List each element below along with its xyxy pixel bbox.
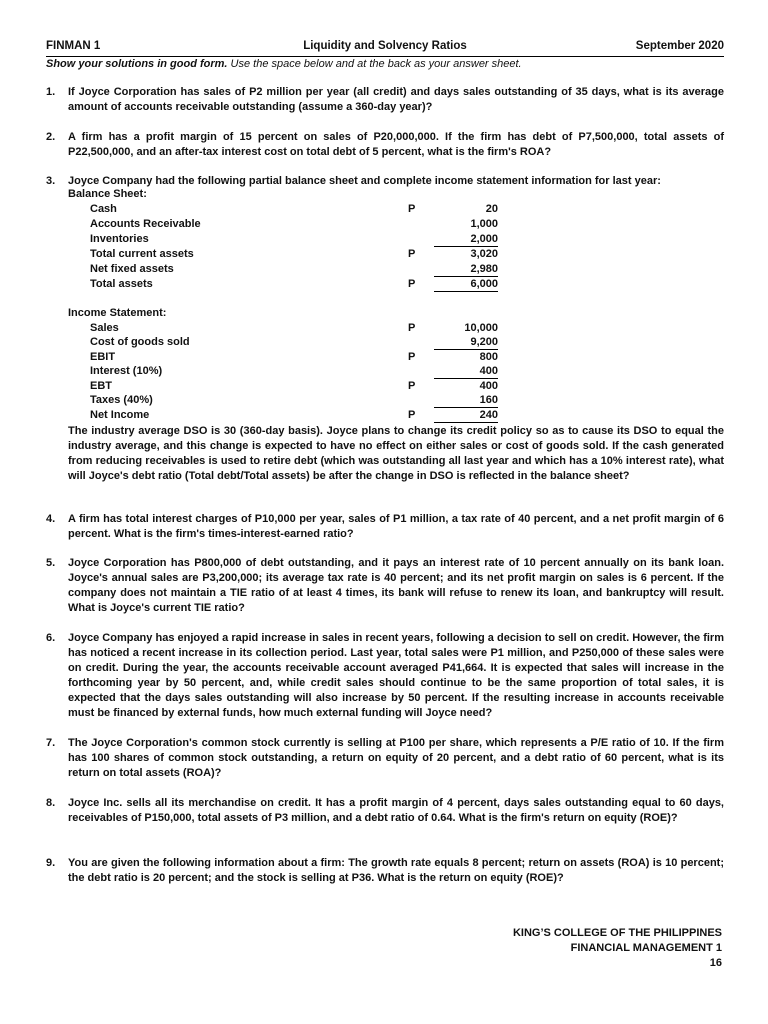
- question-text: If Joyce Corporation has sales of P2 million per year (all credit) and days sales outstanding of 35 days, what is its average amount of accounts receivable outstanding (assume a 360-day year)?: [68, 86, 724, 113]
- table-row: Total assets P 6,000: [90, 278, 498, 290]
- page-header: [46, 40, 724, 57]
- question-4: [46, 512, 724, 542]
- question-text: The Joyce Corporation's common stock currently is selling at P100 per share, which represents a P/E ratio of 10. If the firm has 100 shares of common stock outstanding, a return on equity of 20 percent, and a debt ratio of 60 percent, what is its return on total assets (ROA)?: [68, 737, 724, 779]
- question-text: A firm has a profit margin of 15 percent on sales of P20,000,000. If the firm has debt of P7,500,000, total assets of P22,500,000, and an after-tax interest cost on total debt of 5 percent, what is the firm's ROA?: [68, 131, 724, 158]
- course-code: FINMAN 1: [46, 40, 101, 52]
- question-number: 7.: [46, 737, 56, 749]
- instruction-bold: Show your solutions in good form.: [46, 58, 228, 70]
- table-row: Cost of goods sold 9,200: [90, 336, 498, 348]
- table-row: Inventories 2,000: [90, 233, 498, 245]
- balance-sheet: [68, 188, 508, 298]
- instruction-rest: Use the space below and at the back as your answer sheet.: [227, 58, 522, 70]
- question-number: 3.: [46, 175, 56, 187]
- question-text: Joyce Corporation has P800,000 of debt outstanding, and it pays an interest rate of 10 percent annually on its bank loan. Joyce's annual sales are P3,200,000; its average tax rate is 40 percent; and its net profit margin on sales is 6 percent. If the company does not maintain a TIE ratio of at least 4 times, its bank will refuse to renew its loan, and bankruptcy will result. What is Joyce's current TIE ratio?: [68, 557, 724, 614]
- question-3-followup: [46, 424, 724, 484]
- table-row: EBIT P 800: [90, 350, 498, 363]
- question-number: 4.: [46, 513, 56, 525]
- question-number: 9.: [46, 857, 56, 869]
- income-statement: [68, 307, 508, 425]
- page-title: Liquidity and Solvency Ratios: [303, 40, 467, 52]
- question-number: 6.: [46, 632, 56, 644]
- table-row: Total current assets P 3,020: [90, 248, 498, 260]
- question-text: The industry average DSO is 30 (360-day basis). Joyce plans to change its credit policy so as to cause its DSO to equal the industry average, and this change is expected to have no effect on either sales or cost of goods sold. If the cash generated from reducing receivables is used to retire debt (which was outstanding all last year and which has a 10% interest rate), what will Joyce's debt ratio (Total debt/Total assets) be after the change in DSO is reflected in the balance sheet?: [68, 425, 724, 482]
- table-row: Accounts Receivable 1,000: [90, 218, 498, 230]
- question-text: A firm has total interest charges of P10,000 per year, sales of P1 million, a tax rate of 40 percent, and a net profit margin of 6 percent. What is the firm's times-interest-earned ratio?: [68, 513, 724, 540]
- income-statement-title: Income Statement:: [68, 307, 167, 319]
- question-number: 8.: [46, 797, 56, 809]
- question-text: Joyce Company has enjoyed a rapid increase in sales in recent years, following a decision to sell on credit. However, the firm has noticed a recent increase in its collection period. Last year, total sales were P1 million, and P250,000 of these sales were on credit. During the year, the accounts receivable account averaged P41,664. It is expected that sales will increase in the forthcoming year by 50 percent, and, while credit sales should continue to be the same proportion of total sales, it is expected that the days sales outstanding will also increase by 50 percent. If the resulting increase in accounts receivable must be financed by external funds, how much external funding will Joyce need?: [68, 632, 724, 719]
- question-text: Joyce Inc. sells all its merchandise on credit. It has a profit margin of 4 percent, days sales outstanding equal to 60 days, receivables of P150,000, total assets of P3 million, and a debt ratio of 0.64. What is the firm's return on equity (ROE)?: [68, 797, 724, 824]
- question-2: [46, 130, 724, 160]
- table-row: Cash P 20: [90, 203, 498, 215]
- question-9: [46, 856, 724, 886]
- question-number: 5.: [46, 557, 56, 569]
- balance-sheet-title: Balance Sheet:: [68, 188, 147, 200]
- table-row: Net Income P 240: [90, 408, 498, 421]
- question-number: 2.: [46, 131, 56, 143]
- page-number: 16: [709, 957, 722, 969]
- table-row: Interest (10%) 400: [90, 365, 498, 377]
- school-name: KING’S COLLEGE OF THE PHILIPPINES: [512, 927, 722, 939]
- page-footer: [513, 926, 722, 971]
- table-row: Sales P 10,000: [90, 321, 498, 334]
- question-text: Joyce Company had the following partial balance sheet and complete income statement information for last year:: [68, 175, 661, 187]
- question-6: [46, 631, 724, 721]
- table-row: Taxes (40%) 160: [90, 394, 498, 406]
- table-row: Net fixed assets 2,980: [90, 263, 498, 275]
- header-date: September 2020: [635, 40, 724, 52]
- question-5: [46, 556, 724, 616]
- question-7: [46, 736, 724, 781]
- question-3: [46, 174, 724, 189]
- course-name: FINANCIAL MANAGEMENT 1: [570, 942, 722, 954]
- question-1: [46, 85, 724, 115]
- instruction: [46, 58, 522, 70]
- question-number: 1.: [46, 86, 56, 98]
- question-text: You are given the following information about a firm: The growth rate equals 8 percent; return on assets (ROA) is 10 percent; the debt ratio is 20 percent; and the stock is selling at P36. What is the return on equity (ROE)?: [68, 857, 724, 884]
- question-8: [46, 796, 724, 826]
- table-row: EBT P 400: [90, 379, 498, 392]
